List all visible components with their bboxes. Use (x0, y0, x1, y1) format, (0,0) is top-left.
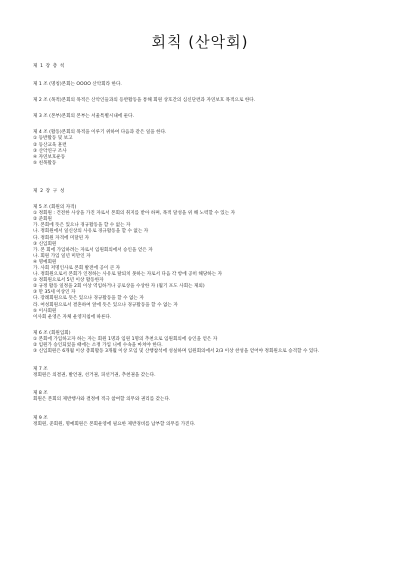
article-5-line: 이사회 운영은 자체 운영지침에 따른다. (33, 314, 112, 320)
article-4-item: ④ 자연보호운동 (33, 154, 66, 160)
article-8-line: 회원은 본회의 제반행사와 결정에 적극 참여할 의무와 권리를 갖는다. (33, 397, 171, 403)
article-5-line: 나. 회원 가입 일년 미만인 자 (33, 253, 91, 259)
article-5-line: ② 규정 활동 일정을 2회 이상 역임하거나 공로상을 수상한 자 (월기 포도 사회는 제외) (33, 284, 205, 290)
document-body (33, 64, 378, 428)
article-6: 제 6 조 (회원입회) (33, 330, 71, 336)
article-3: 제 3 조 (본부)본회의 본부는 서울특별시내에 둔다. (33, 114, 135, 120)
chapter-1-heading: 제 1 장 총 칙 (33, 64, 65, 69)
article-5-line: 가. 사회 저명인사로 본회 발전에 공이 큰 자 (33, 265, 121, 271)
article-5-line: 가. 본회에 뜻은 있으나 경규활동을 할 수 없는 자 (33, 223, 131, 229)
article-1: 제 1 조 (명칭)본회는 OOOO 산악회라 한다. (33, 82, 122, 88)
article-5-line: ② 준회원 (33, 217, 52, 223)
document-title: 회칙 (산악회) (151, 33, 249, 51)
article-5-line: ⑤ 이사회원 (33, 308, 57, 314)
article-4-item: ③ 산악연구 조사 (33, 148, 67, 154)
article-5-line: 라. 여성회원으로서 결혼하여 앞에 뜻은 있으나 경규활동을 할 수 없는 자 (33, 302, 178, 308)
article-5-line: 다. 정회원 자격에 미달된 자 (33, 235, 90, 241)
article-7: 제 7 조 (33, 367, 48, 373)
article-8: 제 8 조 (33, 391, 48, 397)
article-4-item: ⑤ 친목활동 (33, 160, 57, 166)
article-5-line: 나. 정회원으로서 본회가 인정하는 사유로 탈퇴치 못하는 자로서 다음 각 항에 공히 해당하는 자 (33, 272, 223, 278)
article-4-item: ① 등반활동 및 보고 (33, 136, 73, 142)
article-5-line: 가. 본 회에 가입하려는 자로서 임원회의에서 승인을 얻은 자 (33, 247, 153, 253)
article-6-line: ① 본회에 가입하고자 하는 자는 회원 1명과 임원 1명의 추천으로 임원회의에 승인을 얻은 자 (33, 336, 218, 342)
article-4-item: ② 등산교육 훈련 (33, 142, 67, 148)
article-9: 제 9 조 (33, 415, 48, 421)
article-5: 제 5 조 (회원의 자격) (33, 205, 77, 211)
article-5-line: ① 정회원으로서 5년 이상 활동한자 (33, 278, 104, 284)
chapter-2-heading: 제 2 장 구 성 (33, 188, 65, 194)
article-4: 제 4 조 (활동)본회의 목적을 이루기 위하여 다음과 같은 일을 한다. (33, 130, 167, 136)
article-5-line: ③ 만 35세 이상인 자 (33, 290, 76, 296)
article-9-line: 정회원, 준회원, 명예회원은 본회운영에 필요한 제반경비를 납부할 의무를 가진다. (33, 421, 196, 427)
article-5-line: ④ 명예회원 (33, 259, 57, 265)
article-5-line: 다. 장례회원으로 뜻은 있으나 경규활동을 할 수 없는 자 (33, 296, 144, 302)
article-5-line: 나. 정회원에서 일신상의 사유로 경규활동을 할 수 없는 자 (33, 229, 149, 235)
article-7-line: 정회원은 의결권, 발언권, 선거권, 피선거권, 추천권을 갖는다. (33, 373, 156, 379)
article-2: 제 2 조 (목적)본회의 목적은 산악인들과의 등반활동을 통해 회원 상호간의 심신단련과 자연보호 목적으로 한다. (33, 98, 256, 104)
article-6-line: ② 임원가 승인되었을 때에는 소정 가입 니에 수속을 마쳐야 한다. (33, 343, 163, 348)
article-5-line: ① 정회원 : 건전한 사상을 가진 자로서 본회의 취지를 받아 하며, 목적 달성을 위 해 노력할 수 있는 자 (33, 211, 236, 217)
article-5-line: ③ 신입회원 (33, 241, 57, 247)
article-6-line: ③ 신입회원은 6개월 이상 총회활동 3개월 이상 모임 및 산행참석에 성실하며 임원회의에서 2/3 이상 찬성을 얻어야 정회원으로 승격할 수 있다. (33, 349, 320, 355)
